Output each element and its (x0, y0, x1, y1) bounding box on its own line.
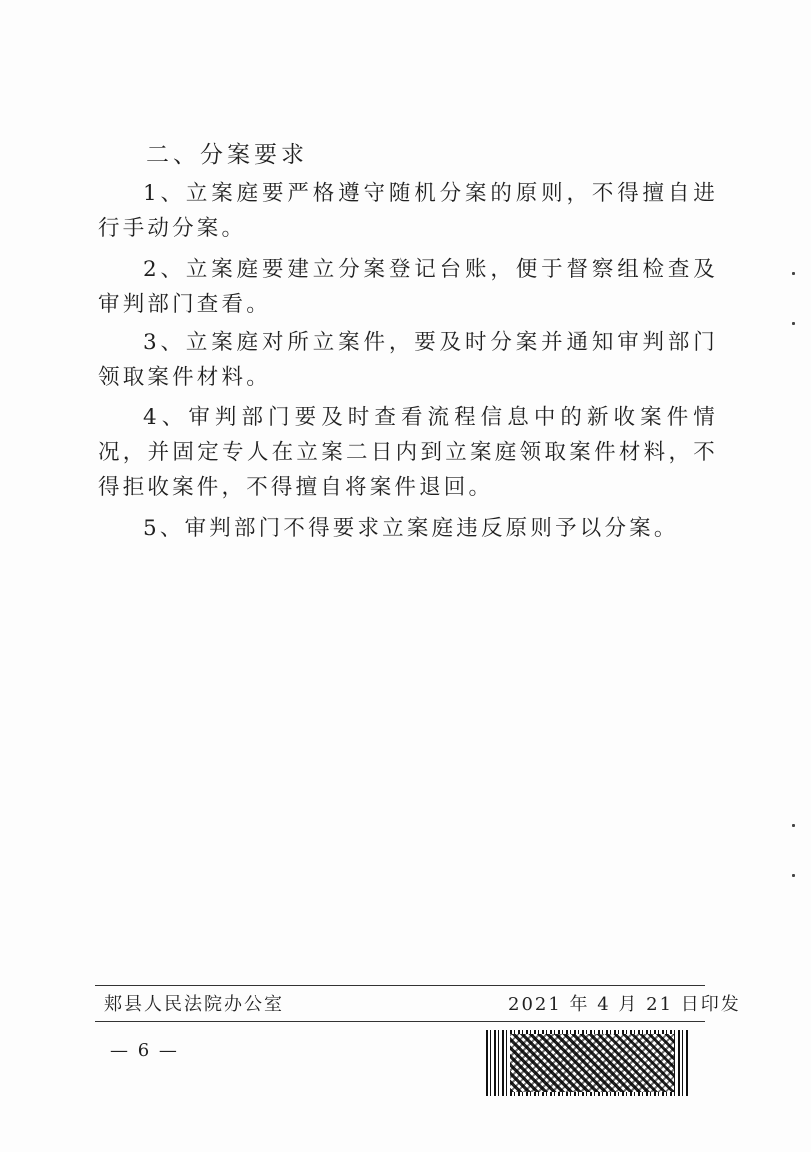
paragraph-1: 1、立案庭要严格遵守随机分案的原则，不得擅自进行手动分案。 (98, 181, 718, 241)
footer-rule-top (95, 985, 705, 986)
footer-issuer: 郏县人民法院办公室 (104, 994, 284, 1015)
barcode-pattern (510, 1034, 674, 1092)
document-barcode (486, 1030, 688, 1096)
scan-mark (792, 824, 795, 827)
scan-mark (792, 322, 795, 325)
paragraph-4: 4、审判部门要及时查看流程信息中的新收案件情况，并固定专人在立案二日内到立案庭领取案件材料，不得拒收案件，不得擅自将案件退回。 (98, 405, 718, 500)
scan-mark (792, 272, 795, 275)
section-heading: 二、分案要求 (146, 142, 308, 168)
footer-issue-date: 2021 年 4 月 21 日印发 (508, 994, 741, 1015)
footer-rule-bottom (95, 1021, 705, 1022)
paragraph-5: 5、审判部门不得要求立案庭违反原则予以分案。 (143, 516, 679, 541)
paragraph-2: 2、立案庭要建立分案登记台账，便于督察组检查及审判部门查看。 (98, 257, 718, 317)
scan-mark (792, 874, 795, 877)
paragraph-3: 3、立案庭对所立案件，要及时分案并通知审判部门领取案件材料。 (98, 330, 718, 390)
page-number: — 6 — (110, 1040, 179, 1061)
